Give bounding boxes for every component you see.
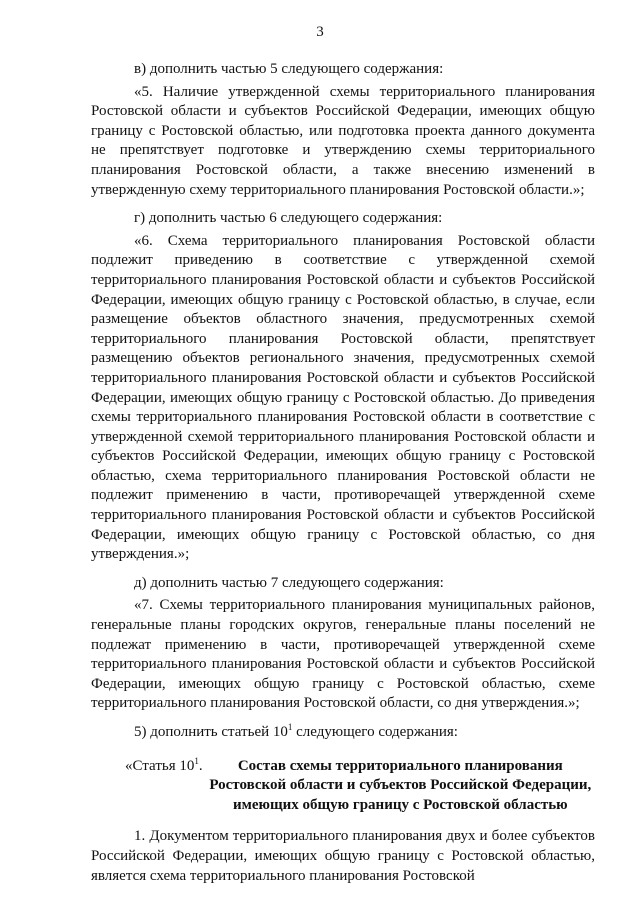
add-article-superscript: 1 — [287, 722, 293, 732]
document-body — [91, 60, 595, 895]
article-number-superscript: 1 — [194, 755, 199, 766]
article-title: Состав схемы территориального планирования Ростовской области и субъектов Российской Федерации, имеющих общую границу с Ростовской областью — [209, 757, 592, 813]
paragraph-add-article — [91, 723, 595, 743]
page-number: 3 — [316, 24, 324, 40]
article-number — [91, 757, 206, 816]
paragraph-part-7-text: «7. Схемы территориального планирования муниципальных районов, генеральные планы городских округов, генеральные планы поселений не подлежат применению в части, противоречащей утвержденной схеме территориального планирования Ростовской области и субъектов Российской Федерации, имеющих общую границу с Ростовской областью, схеме территориального планирования Ростовской области, со дня утверждения.»; — [91, 597, 595, 712]
paragraph-article-point-1: 1. Документом территориального планирования двух и более субъектов Российской Федерации, имеющих общую границу с Ростовской областью, является схема территориального планирования Ростовской — [91, 828, 595, 884]
add-article-text-tail: следующего содержания: — [292, 724, 458, 740]
paragraph-amend-part-7: д) дополнить частью 7 следующего содержания: — [134, 574, 444, 591]
article-number-dot: . — [198, 757, 203, 774]
add-article-text: 5) дополнить статьей 10 — [134, 724, 288, 740]
paragraph-part-6-text: «6. Схема территориального планирования Ростовской области подлежит приведению в соответствие с утвержденной схемой территориального планирования Ростовской области и субъектов Российской Федерации, имеющих общую границу с Ростовской областью, в случае, если размещение объектов областного значения, предусмотренных схемой территориального планирования Ростовской области, препятствует размещению объектов регионального значения, предусмотренных схемой территориального планирования Ростовской области и субъектов Российской Федерации, имеющих общую границу с Ростовской областью. До приведения схемы территориального планирования Ростовской области в соответствие с утвержденной схемой территориального планирования Ростовской области и субъектов Российской Федерации, имеющих общую границу с Ростовской областью, схема территориального планирования Ростовской области не подлежит применению в части, противоречащей утвержденной схеме территориального планирования Ростовской области и субъектов Российской Федерации, имеющих общую границу с Ростовской областью, со дня утверждения.»; — [91, 232, 595, 563]
paragraph-part-5-text: «5. Наличие утвержденной схемы территориального планирования Ростовской области и субъектов Российской Федерации, имеющих общую границу с Ростовской областью, или подготовка проекта данного документа не препятствует подготовке и утверждению схемы территориального планирования Ростовской области, а также внесению изменений в утвержденную схему территориального планирования Ростовской области.»; — [91, 83, 595, 198]
article-heading — [91, 757, 595, 816]
article-number-text: «Статья 10 — [125, 757, 195, 774]
paragraph-amend-part-6: г) дополнить частью 6 следующего содержания: — [134, 210, 443, 227]
paragraph-amend-part-5: в) дополнить частью 5 следующего содержания: — [134, 61, 444, 77]
